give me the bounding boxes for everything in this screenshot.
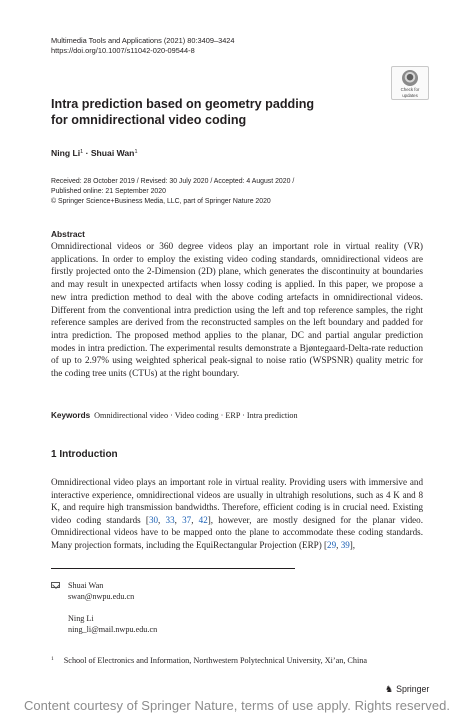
correspondence-block [51, 580, 157, 635]
check-for-updates-badge[interactable] [391, 66, 429, 100]
keywords-list: Omnidirectional video · Video coding · ERP · Intra prediction [94, 411, 298, 420]
introduction-text [51, 476, 423, 552]
author-name[interactable]: Ning Li [51, 148, 81, 158]
author-name[interactable]: Shuai Wan [90, 148, 135, 158]
history-published: Published online: 21 September 2020 [51, 188, 166, 195]
coauthor-name: Ning Li [68, 614, 94, 623]
doi-link[interactable]: https://doi.org/10.1007/s11042-020-09544-8 [51, 46, 195, 55]
journal-citation: Multimedia Tools and Applications (2021) 80:3409–3424 [51, 36, 235, 45]
check-for-updates-icon [402, 70, 418, 86]
author-separator: · [83, 148, 91, 158]
footnote-divider [51, 568, 295, 569]
citation-link[interactable]: 29 [327, 539, 337, 550]
citation-link[interactable]: 33 [165, 514, 175, 525]
affiliation-number: 1 [51, 656, 54, 662]
intro-text-part: ], however, are mostly designed for the planar video. Omnidirectional videos have to be mapped onto the plane to accommodate these coding standards. Many projection formats, including the EquiRectangular Projection (ERP) [ [51, 514, 424, 550]
citation-separator: , [336, 539, 341, 550]
abstract-heading: Abstract [51, 229, 85, 239]
section-heading-introduction: 1 Introduction [51, 449, 118, 460]
copyright-line: © Springer Science+Business Media, LLC, part of Springer Nature 2020 [51, 198, 271, 205]
article-history [51, 177, 294, 207]
abstract-text: Omnidirectional videos or 360 degree videos play an important role in virtual reality (VR) applications. In order to employ the existing video coding standards, omnidirectional videos are firstly projected onto the 2-Dimension (2D) plane, which generates the discontinuity at boundaries and may result in unexpected artifacts when lossy coding is applied. In this paper, we propose a new intra prediction method to deal with the above coding artefacts in omnidirectional videos. Different from the conventional intra prediction using the left and top reference samples, the right reference samples are derived from the reconstructed samples on the left boundary and padded for intra prediction. The proposed method applies to the planar, DC and partial angular prediction modes in intra prediction. The experimental results demonstrate a Bjøntegaard-Delta-rate reduction of up to 2.97% using weighted spherical peak-signal to noise ratio (WSPSNR) quality metric for the coding tree units (CTUs) at the right boundary. [51, 242, 423, 380]
publisher-name: Springer [396, 684, 430, 694]
courtesy-watermark: Content courtesy of Springer Nature, terms of use apply. Rights reserved. [23, 698, 451, 713]
citation-link[interactable]: 37 [182, 514, 192, 525]
citation-separator: , [191, 514, 199, 525]
title-line-2: for omnidirectional video coding [51, 113, 247, 127]
paper-title [51, 96, 381, 128]
author-list [51, 148, 138, 158]
citation-link[interactable]: 30 [148, 514, 159, 525]
corresponding-author-name: Shuai Wan [68, 581, 104, 590]
publisher-logo [385, 684, 429, 695]
citation-separator: , [174, 514, 183, 525]
citation-link[interactable]: 42 [198, 514, 208, 525]
citation-link[interactable]: 39 [340, 539, 350, 550]
intro-text-part: Omnidirectional video plays an important role in virtual reality. Providing users with immersive and interactive experience, omnidirectional videos are usually in ultrahigh resolutions, such as 4 K and 8 K, and require high transmission bandwidths. Therefore, efficient coding is in crucial need. Existing video coding standards [ [51, 477, 423, 525]
author-affiliation-mark[interactable]: 1 [80, 149, 84, 155]
keywords [51, 411, 423, 420]
intro-text-part: ], [349, 539, 356, 550]
affiliation-footnote [51, 656, 367, 665]
envelope-icon [51, 582, 60, 588]
title-line-1: Intra prediction based on geometry padding [51, 97, 315, 111]
author-affiliation-mark[interactable]: 1 [134, 149, 138, 155]
corresponding-author-email[interactable]: swan@nwpu.edu.cn [68, 592, 135, 601]
badge-label-line1: Check for [400, 87, 420, 92]
journal-header [51, 36, 235, 56]
keywords-label: Keywords [51, 411, 91, 420]
citation-separator: , [158, 514, 166, 525]
coauthor-email[interactable]: ning_li@mail.nwpu.edu.cn [68, 625, 158, 634]
badge-label-line2: updates [402, 93, 418, 98]
springer-horse-icon: ♞ [385, 684, 394, 694]
history-dates: Received: 28 October 2019 / Revised: 30 July 2020 / Accepted: 4 August 2020 / [51, 178, 295, 185]
affiliation-text: School of Electronics and Information, Northwestern Polytechnical University, Xi’an, China [63, 656, 367, 665]
